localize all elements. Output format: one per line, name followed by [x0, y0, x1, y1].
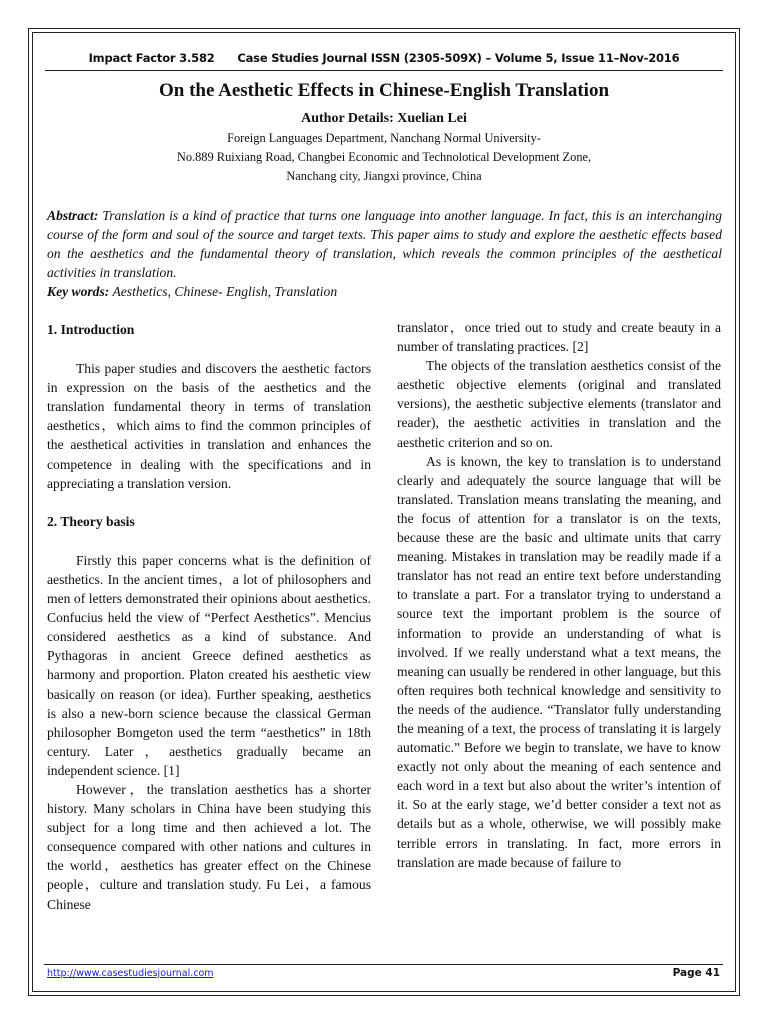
theory-paragraph-1: Firstly this paper concerns what is the definition of aesthetics. In the ancient times，a lot of philosophers and men of letters demonstrated their opinions about aesthetics. Confucius held the view of “Perfect Aesthetics”. Mencius considered aesthetics as a kind of substance. And Pythagoras in ancient Greece defined aesthetics as harmony and proportion. Platon created his aesthetic view basically on reason (or idea). Further speaking, aesthetics is also a new-born science because the classical German philosopher Bomgeton used the term “aesthetics” in 18th century. Later，aesthetics gradually became an independent science. [1] — [47, 552, 371, 778]
affiliation-line-3: Nanchang city, Jiangxi province, China — [286, 169, 482, 183]
right-paragraph-1: translator，once tried out to study and create beauty in a number of translating practices. [2] — [397, 320, 721, 355]
right-paragraph-3: As is known, the key to translation is to understand clearly and adequately the source language that will be translated. Translation means translating the meaning, and the focus of attention for a translator is on the texts, because these are the basic and ultimate units that carry meaning. Mistakes in translation may be readily made if a translator has not read an entire text before understanding to translate a part. For a translator trying to understand a source text the important problem is the source of information to provide an understanding of what is involved. If we really understand what a text means, the meaning can usually be rendered in other language, but this often requires both technical knowledge and sensitivity to the needs of the audience. “Translator fully understanding the meaning of a text, the process of translating it is largely automatic.” Before we begin to translate, we have to know exactly not only about the meaning of each sentence and each word in a text but also about the writer’s intention of it. So at the early stage, we’d better consider a text not as details but as a whole, otherwise, we will possibly make terrible errors in translating. In fact, more errors in translation are made because of failure to — [397, 453, 721, 870]
keywords-text: Aesthetics, Chinese- English, Translation — [112, 284, 338, 299]
abstract-text: Translation is a kind of practice that turns one language into another language. In fact, this is an interchanging course of the form and soul of the source and target texts. This paper aims to study and explore the aesthetic effects based on the aesthetics and the fundamental theory of translation, which reveals the common principles of the aesthetical activities in translation. — [47, 208, 723, 280]
journal-website-link[interactable]: http://www.casestudiesjournal.com — [47, 968, 214, 979]
section-heading-theory-basis: 2. Theory basis — [47, 513, 135, 529]
paper-title: On the Aesthetic Effects in Chinese-English Translation — [158, 80, 610, 101]
left-column — [47, 320, 371, 914]
affiliation-line-1: Foreign Languages Department, Nanchang Normal University- — [227, 131, 541, 145]
section-heading-introduction: 1. Introduction — [47, 322, 135, 337]
abstract-label: Abstract: — [47, 208, 99, 223]
footer-rule — [44, 964, 723, 965]
keywords — [47, 282, 722, 301]
header-rule — [45, 70, 723, 71]
author-details: Author Details: Xuelian Lei — [301, 111, 467, 126]
affiliation-line-2: No.889 Ruixiang Road, Changbei Economic and Technolotical Development Zone, — [176, 150, 592, 164]
introduction-paragraph: This paper studies and discovers the aesthetic factors in expression on the basis of the aesthetics and the translation fundamental theory in terms of translation aesthetics，which aims to find the common principles of the aesthetical activities in translation and enhances the competence in dealing with the specifications and in appreciating a translation version. — [47, 361, 371, 491]
keywords-label: Key words: — [47, 284, 110, 299]
running-head: Impact Factor 3.582 Case Studies Journal ISSN (2305-509X) – Volume 5, Issue 11–Nov-2016 — [88, 51, 680, 65]
abstract — [47, 206, 722, 282]
page-number: Page 41 — [672, 967, 720, 979]
right-paragraph-2: The objects of the translation aesthetics consist of the aesthetic objective elements (original and translated versions), the aesthetic subjective elements (translator and reader), the aesthetic activities in translation and the aesthetic criterion and so on. — [397, 358, 721, 450]
theory-paragraph-2: However，the translation aesthetics has a shorter history. Many scholars in China have been studying this subject for a long time and then achieved a lot. The consequence compared with other nations and cultures in the world，aesthetics has greater effect on the Chinese people，culture and translation study. Fu Lei，a famous Chinese — [47, 781, 371, 912]
right-column — [397, 318, 721, 872]
